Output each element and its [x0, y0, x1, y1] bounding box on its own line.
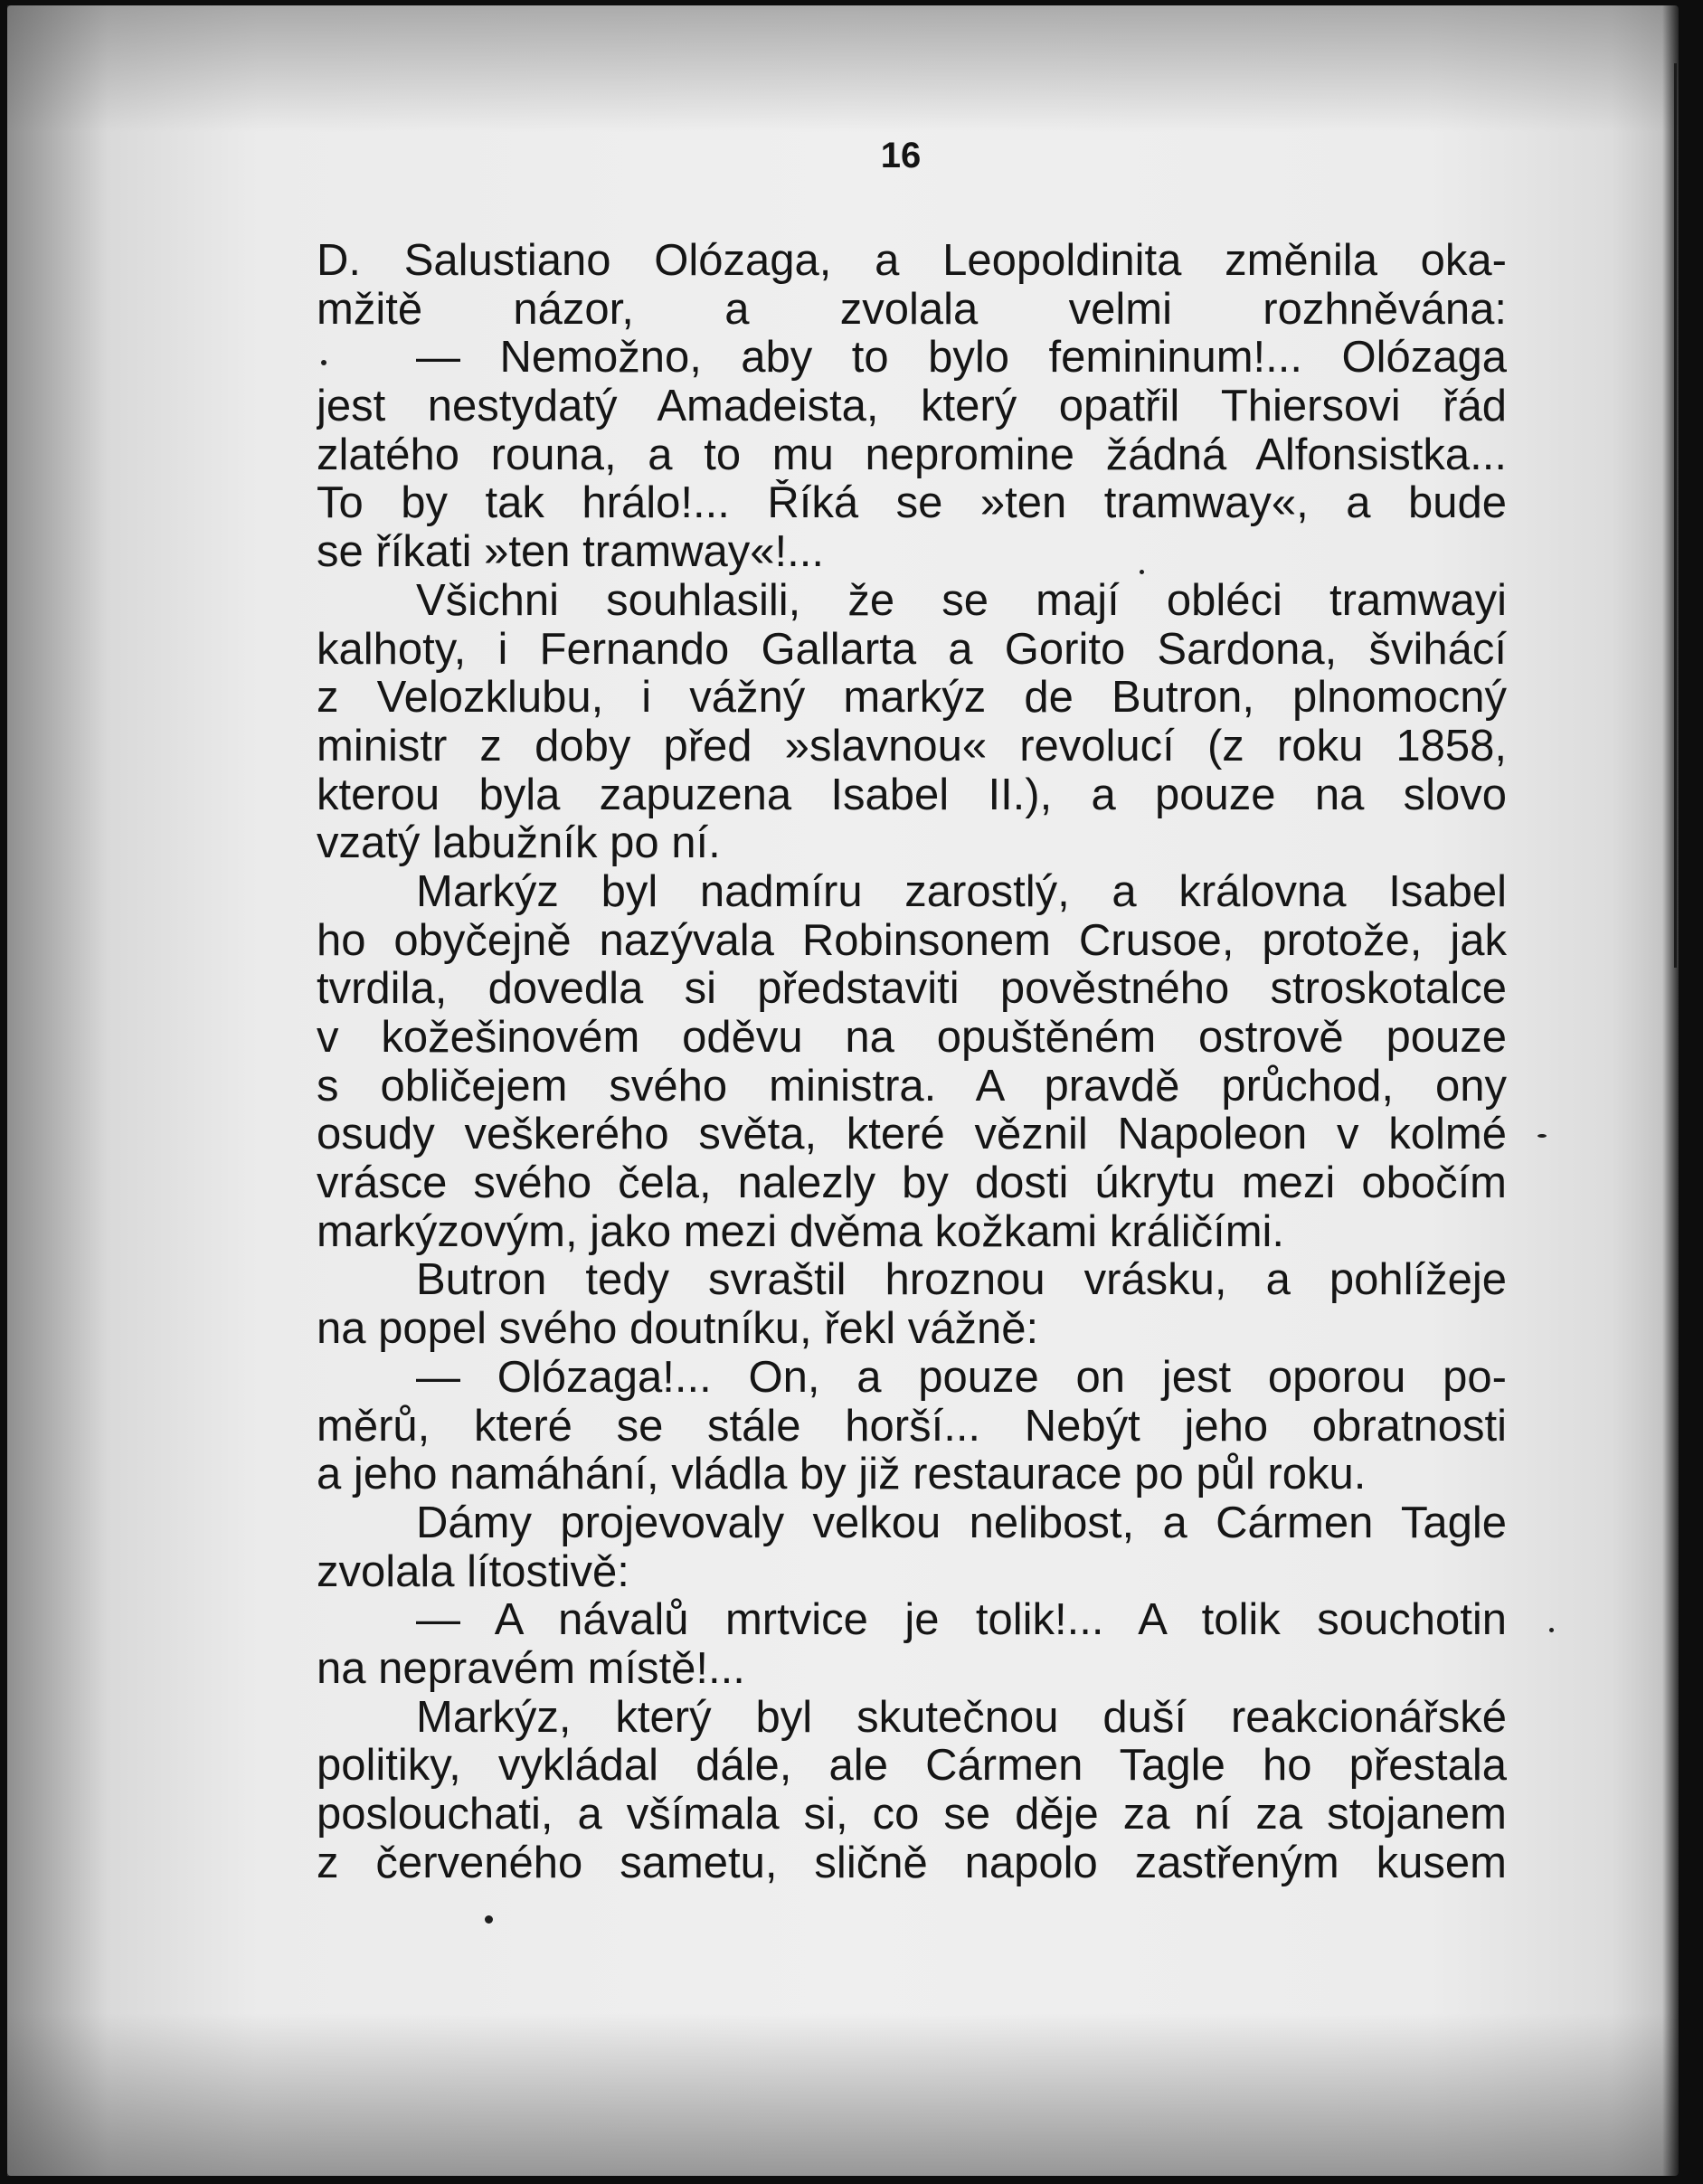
text-line: markýzovým, jako mezi dvěma kožkami králičími.: [317, 1207, 1285, 1256]
text-line: se říkati »ten tramway«!...: [317, 528, 824, 577]
text-line: a jeho namáhání, vládla by již restaurace po půl roku.: [317, 1451, 1367, 1499]
text-line: vzatý labužník po ní.: [317, 819, 721, 868]
ink-speck: [1549, 1628, 1554, 1632]
text-line: ho obyčejně nazývala Robinsonem Crusoe, protože, jak: [317, 916, 1507, 965]
text-line: Všichni souhlasili, že se mají obléci tramwayi: [416, 576, 1507, 625]
text-line: kalhoty, i Fernando Gallarta a Gorito Sardona, švihácí: [317, 625, 1507, 674]
text-line: D. Salustiano Olózaga, a Leopoldinita změnila oka-: [317, 237, 1507, 285]
text-line: osudy veškerého světa, které věznil Napoleon v kolmé: [317, 1111, 1507, 1159]
text-line: s obličejem svého ministra. A pravdě průchod, ony: [317, 1062, 1507, 1111]
text-line: — A návalů mrtvice je tolik!... A tolik souchotin: [416, 1596, 1507, 1645]
text-line: Butron tedy svraštil hroznou vrásku, a pohlížeje: [416, 1256, 1507, 1305]
text-line: na popel svého doutníku, řekl vážně:: [317, 1305, 1039, 1354]
text-line: zlatého rouna, a to mu nepromine žádná Alfonsistka...: [317, 430, 1507, 479]
text-line: ministr z doby před »slavnou« revolucí (z roku 1858,: [317, 722, 1507, 771]
text-line: jest nestydatý Amadeista, který opatřil Thiersovi řád: [317, 383, 1507, 431]
ink-speck: [1537, 1134, 1547, 1138]
text-line: na nepravém místě!...: [317, 1644, 745, 1693]
text-line: poslouchati, a všímala si, co se děje za ní za stojanem: [317, 1791, 1507, 1839]
text-line: kterou byla zapuzena Isabel II.), a pouze na slovo: [317, 771, 1507, 819]
text-line: Markýz byl nadmíru zarostlý, a královna Isabel: [416, 867, 1507, 916]
text-line: — Olózaga!... On, a pouze on jest oporou po-: [416, 1353, 1507, 1402]
text-line: mžitě názor, a zvolala velmi rozhněvána:: [317, 285, 1507, 334]
text-line: To by tak hrálo!... Říká se »ten tramway«, a bude: [317, 479, 1507, 528]
body-text: [317, 237, 1507, 1887]
text-line: měrů, které se stále horší... Nebýt jeho obratnosti: [317, 1402, 1507, 1451]
text-line: Markýz, který byl skutečnou duší reakcionářské: [416, 1693, 1507, 1742]
binding-edge-line: [1674, 63, 1677, 968]
text-line: z červeného sametu, sličně napolo zastřeným kusem: [317, 1839, 1507, 1887]
text-line: politiky, vykládal dále, ale Cármen Tagle ho přestala: [317, 1742, 1507, 1791]
text-line: — Nemožno, aby to bylo femininum!... Olózaga: [416, 334, 1507, 383]
text-line: vrásce svého čela, nalezly by dosti úkrytu mezi obočím: [317, 1159, 1507, 1208]
text-line: v kožešinovém oděvu na opuštěném ostrově pouze: [317, 1014, 1507, 1062]
ink-speck: [321, 360, 326, 365]
text-line: z Velozklubu, i vážný markýz de Butron, plnomocný: [317, 674, 1507, 723]
page-shadow-top: [7, 5, 1679, 132]
ink-speck: [485, 1915, 493, 1924]
text-line: zvolala lítostivě:: [317, 1547, 629, 1596]
page-shadow-bottom: [7, 2013, 1679, 2176]
ink-speck: [1140, 570, 1144, 574]
page-number: 16: [880, 136, 922, 175]
text-line: Dámy projevovaly velkou nelibost, a Cármen Tagle: [416, 1499, 1507, 1547]
text-line: tvrdila, dovedla si představiti pověstného stroskotalce: [317, 965, 1507, 1014]
